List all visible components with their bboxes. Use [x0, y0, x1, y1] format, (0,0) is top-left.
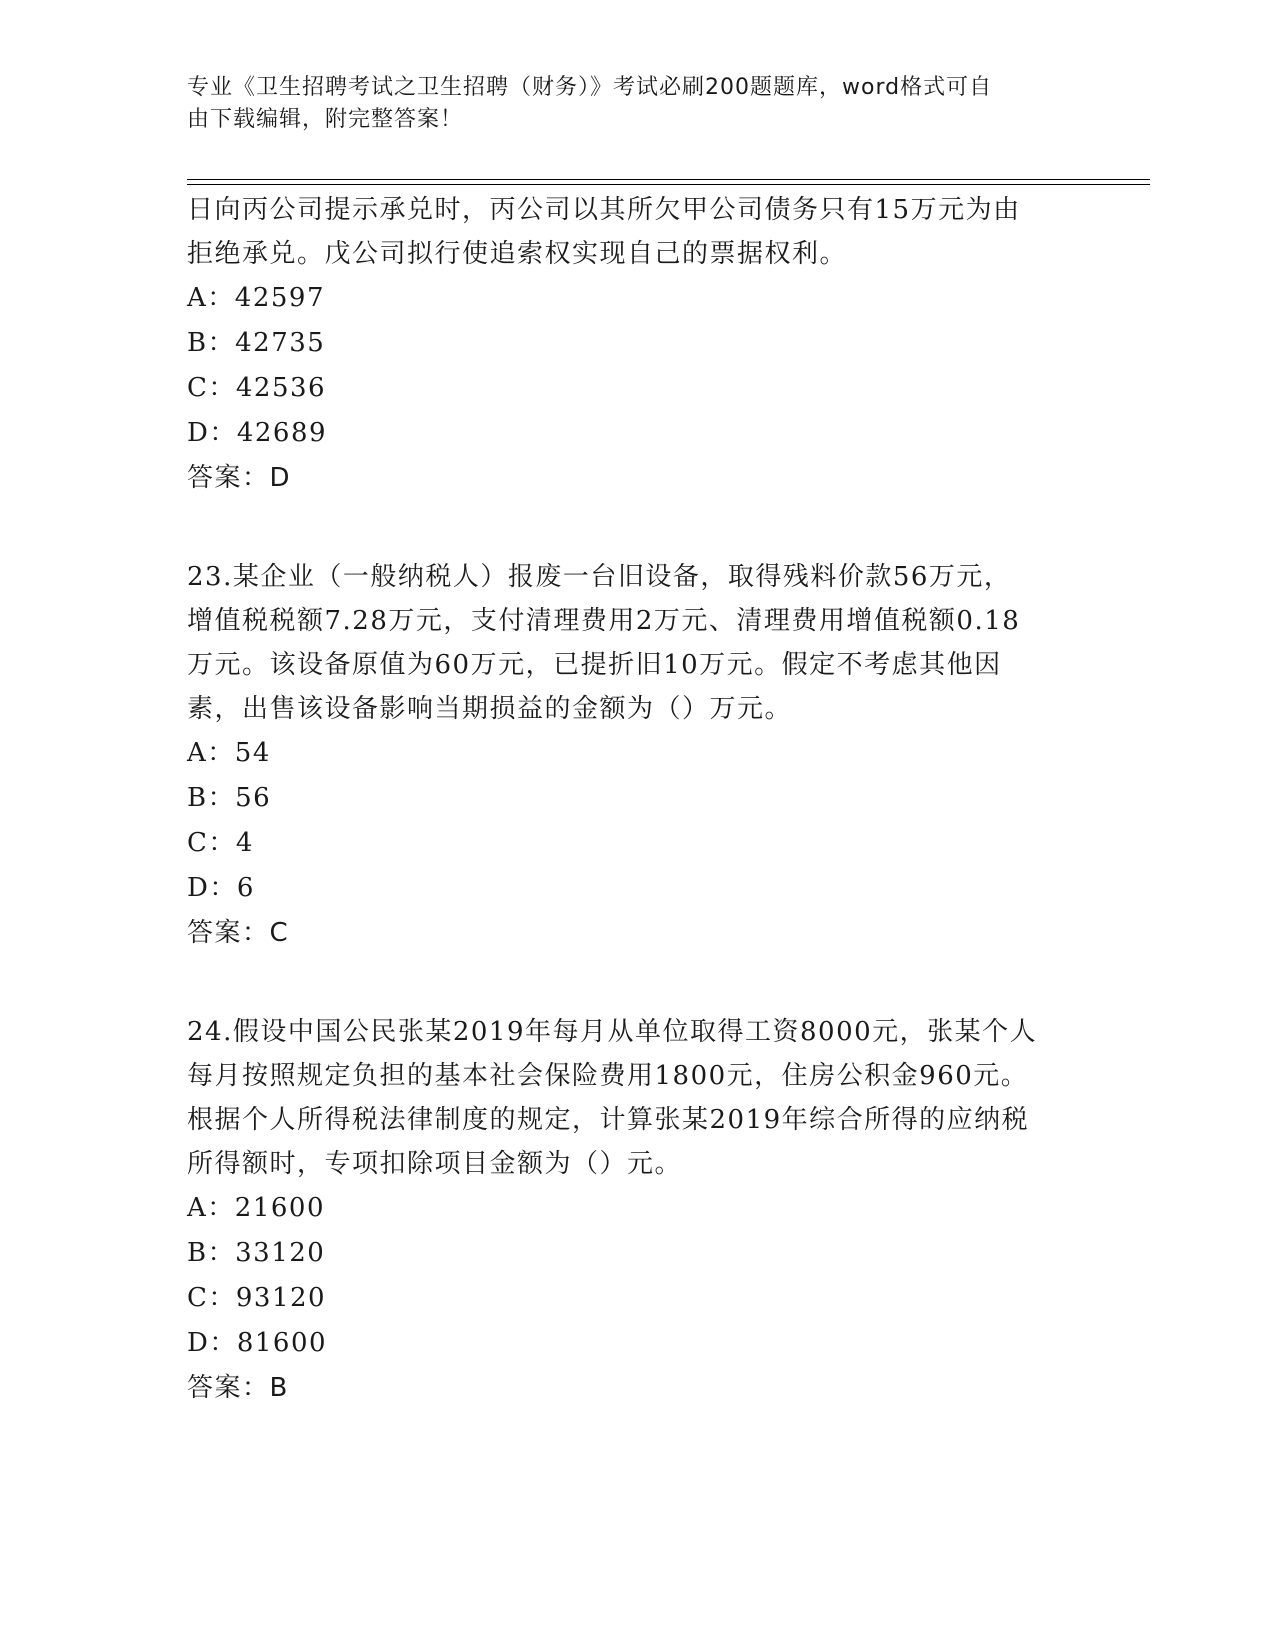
- question-text-line: 所得额时，专项扣除项目金额为（）元。: [187, 1149, 683, 1179]
- option-a: A：54: [187, 738, 271, 768]
- question-text-line: 24.假设中国公民张某2019年每月从单位取得工资8000元，张某个人: [187, 1017, 1038, 1047]
- question-text-line: 拒绝承兑。戊公司拟行使追索权实现自己的票据权利。: [187, 239, 848, 269]
- question-text-line: 日向丙公司提示承兑时，丙公司以其所欠甲公司债务只有15万元为由: [187, 195, 1021, 225]
- option-c: C：42536: [187, 373, 327, 403]
- option-c: C：93120: [187, 1283, 327, 1313]
- answer: 答案：D: [187, 463, 292, 493]
- answer: 答案：B: [187, 1373, 289, 1403]
- header-divider-bottom: [187, 184, 1150, 185]
- option-d: D：42689: [187, 418, 328, 448]
- option-d: D：81600: [187, 1328, 328, 1358]
- header-divider-top: [187, 179, 1150, 180]
- question-23-text: [187, 555, 1087, 731]
- answer: 答案：C: [187, 918, 290, 948]
- option-a: A：42597: [187, 283, 325, 313]
- option-b: B：42735: [187, 328, 326, 358]
- question-text-line: 增值税税额7.28万元，支付清理费用2万元、清理费用增值税额0.18: [187, 606, 1021, 636]
- question-text-line: 根据个人所得税法律制度的规定，计算张某2019年综合所得的应纳税: [187, 1105, 1030, 1135]
- question-text-line: 每月按照规定负担的基本社会保险费用1800元，住房公积金960元。: [187, 1061, 1029, 1091]
- option-c: C：4: [187, 828, 254, 858]
- question-22-text: [187, 188, 1087, 276]
- option-b: B：56: [187, 783, 272, 813]
- question-list: [187, 188, 1087, 1411]
- question-24: [187, 1010, 1087, 1411]
- option-d: D：6: [187, 873, 255, 903]
- question-24-text: [187, 1010, 1087, 1186]
- document-header: [187, 72, 1077, 136]
- question-22: [187, 188, 1087, 501]
- question-text-line: 23.某企业（一般纳税人）报废一台旧设备，取得残料价款56万元，: [187, 562, 1012, 592]
- question-text-line: 万元。该设备原值为60万元，已提折旧10万元。假定不考虑其他因: [187, 650, 1002, 680]
- option-b: B：33120: [187, 1238, 326, 1268]
- question-23: [187, 555, 1087, 956]
- header-line-1: 专业《卫生招聘考试之卫生招聘（财务）》考试必刷200题题库，word格式可自: [187, 75, 993, 100]
- header-line-2: 由下载编辑，附完整答案！: [187, 107, 464, 132]
- question-text-line: 素，出售该设备影响当期损益的金额为（）万元。: [187, 694, 793, 724]
- option-a: A：21600: [187, 1193, 325, 1223]
